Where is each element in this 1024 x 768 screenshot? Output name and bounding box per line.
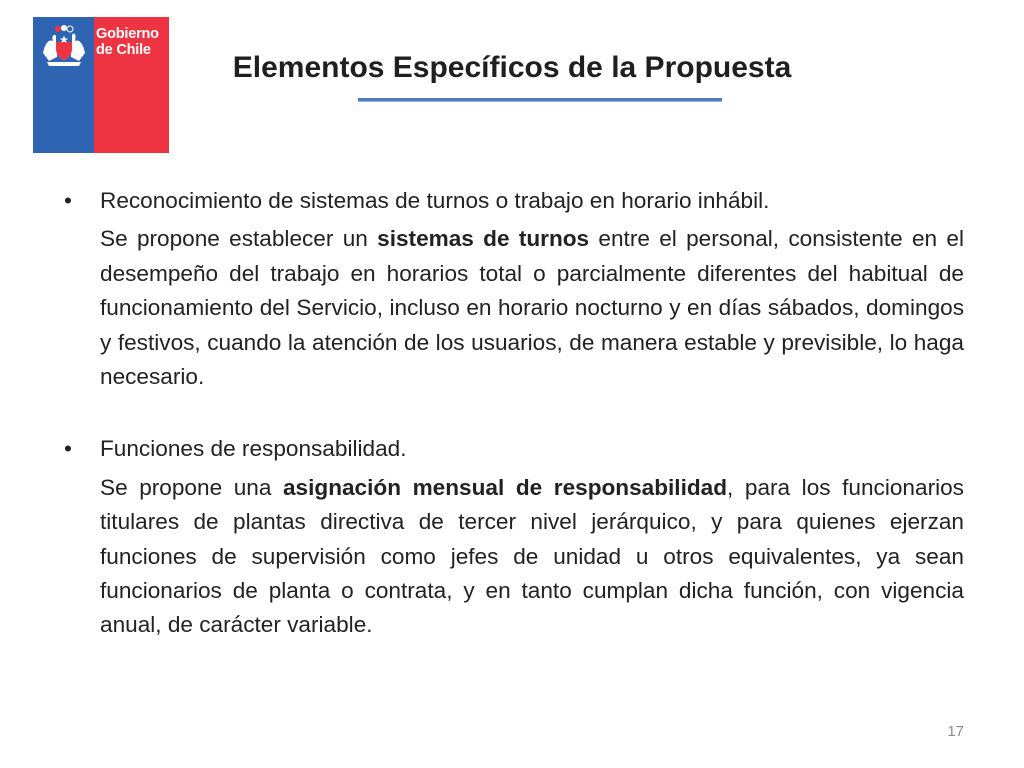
logo-line-1: Gobierno: [96, 26, 159, 42]
paragraph-text-before: Se propone establecer un: [100, 226, 378, 252]
slide-body: [64, 184, 964, 643]
bullet-heading: [64, 184, 964, 218]
paragraph-text-after: , para los funcionarios titulares de plantas directiva de tercer nivel jerárquico, y para quienes ejerzan funciones de supervisión como jefes de unidad u otros equivalentes, ya sean funcionarios de planta o contrata, y en tanto cumplan dicha función, con vigencia anual, de carácter variable.: [100, 474, 964, 638]
paragraph-emphasis: sistemas de turnos: [377, 226, 590, 252]
logo-line-2: de Chile: [96, 42, 151, 58]
bullet-heading-text: Reconocimiento de sistemas de turnos o trabajo en horario inhábil.: [100, 188, 770, 213]
bullet-icon: •: [64, 188, 72, 213]
page-number: 17: [947, 723, 964, 740]
section-paragraph: [100, 222, 964, 394]
bullet-heading: [64, 432, 964, 466]
title-underline: [358, 98, 722, 102]
slide-title: Elementos Específicos de la Propuesta: [232, 51, 792, 84]
bullet-icon: •: [64, 436, 72, 462]
paragraph-text-before: Se propone una: [100, 474, 283, 500]
bullet-heading-text: Funciones de responsabilidad.: [100, 436, 407, 462]
section-responsibility-functions: [64, 432, 964, 642]
paragraph-text-after: entre el personal, consistente en el desempeño del trabajo en horarios total o parcialmente diferentes del habitual de funcionamiento del Servicio, incluso en horario nocturno y en días sábados, domingos y festivos, cuando la atención de los usuarios, de manera estable y previsible, lo haga necesario.: [100, 226, 964, 390]
section-spacer: [100, 394, 964, 432]
section-shift-systems: [64, 184, 964, 394]
paragraph-emphasis: asignación mensual de responsabilidad: [282, 474, 728, 500]
section-paragraph: [100, 471, 964, 643]
